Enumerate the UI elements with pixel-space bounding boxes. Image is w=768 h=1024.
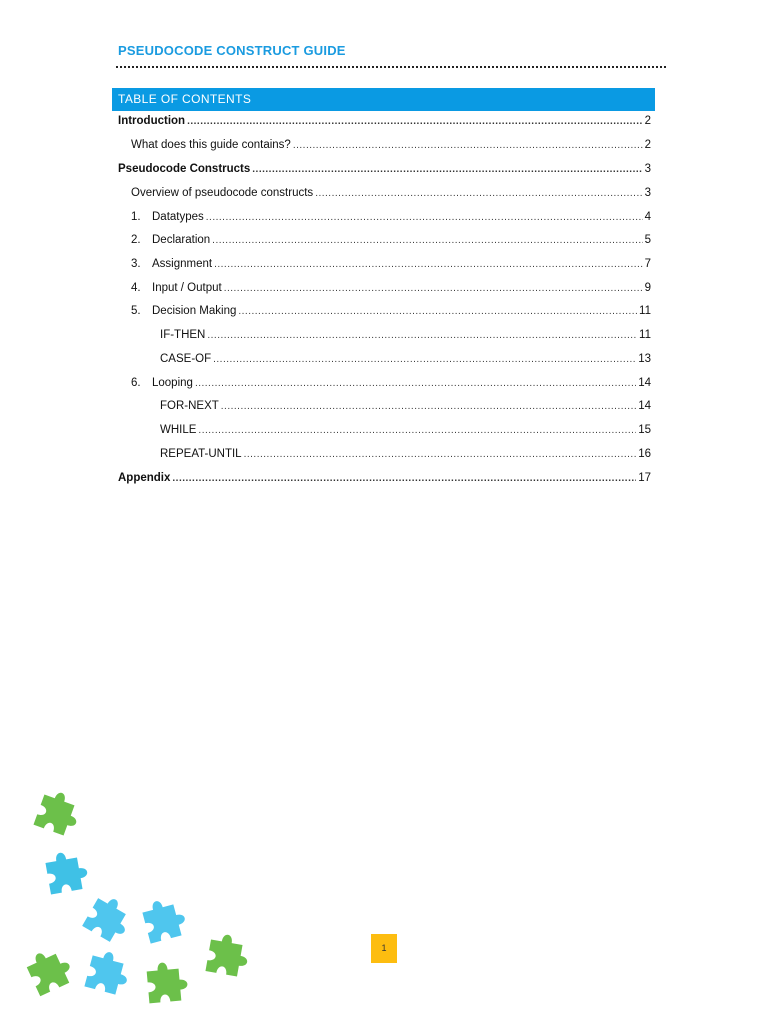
toc-entry-page: 2 (644, 139, 651, 151)
toc-entry-for-next[interactable] (160, 397, 651, 415)
toc-leader (212, 232, 642, 250)
toc-entry-number: 5. (131, 305, 141, 317)
toc-entry-page: 14 (638, 400, 651, 412)
title-divider (116, 66, 666, 68)
toc-entry-page: 9 (644, 282, 651, 294)
toc-entry-page: 13 (638, 353, 651, 365)
toc-entry-declaration[interactable] (131, 231, 651, 249)
toc-leader (221, 398, 636, 416)
toc-entry-label: What does this guide contains? (131, 139, 291, 151)
toc-entry-page: 2 (644, 115, 651, 127)
puzzle-piece-icon (33, 787, 84, 838)
toc-entry-page: 3 (644, 187, 651, 199)
toc-entry-label: IF-THEN (160, 329, 206, 341)
puzzle-piece-icon (24, 944, 76, 996)
puzzle-piece-icon (140, 895, 188, 943)
toc-entry-label: Datatypes (152, 211, 204, 223)
toc-entry-number: 3. (131, 258, 141, 270)
toc-entry-page: 11 (639, 329, 651, 341)
toc-leader (224, 280, 643, 298)
toc-leader (206, 209, 643, 227)
toc-heading: TABLE OF CONTENTS (112, 88, 655, 111)
toc-entry-repeat-until[interactable] (160, 445, 651, 463)
toc-leader (187, 113, 643, 131)
toc-entry-page: 15 (638, 424, 651, 436)
puzzle-piece-icon (82, 892, 136, 946)
puzzle-pieces-decoration (0, 770, 270, 1024)
toc-entry-label: Declaration (152, 234, 211, 246)
toc-leader (244, 446, 637, 464)
toc-leader (293, 137, 643, 155)
toc-entry-appendix[interactable] (118, 469, 651, 487)
toc-leader (172, 470, 636, 488)
page-number: 1 (371, 934, 397, 963)
toc-entry-label: Looping (152, 377, 193, 389)
toc-entry-overview[interactable] (131, 184, 651, 202)
toc-entry-page: 17 (638, 472, 651, 484)
toc-leader (315, 185, 642, 203)
toc-entry-label: WHILE (160, 424, 197, 436)
toc-entry-looping[interactable] (131, 374, 651, 392)
toc-entry-number: 6. (131, 377, 141, 389)
toc-entry-label: Pseudocode Constructs (118, 163, 251, 175)
toc-entry-page: 3 (644, 163, 651, 175)
toc-entry-introduction[interactable] (118, 112, 651, 130)
toc-entry-number: 1. (131, 211, 141, 223)
toc-entry-pseudocode-constructs[interactable] (118, 160, 651, 178)
toc-entry-label: FOR-NEXT (160, 400, 219, 412)
toc-entry-label: REPEAT-UNTIL (160, 448, 242, 460)
toc-entry-page: 4 (644, 211, 651, 223)
toc-entry-number: 4. (131, 282, 141, 294)
document-title: PSEUDOCODE CONSTRUCT GUIDE (118, 43, 346, 58)
toc-entry-what-does-this-guide-contain[interactable] (131, 136, 651, 154)
toc-entry-case-of[interactable] (160, 350, 651, 368)
toc-leader (213, 351, 636, 369)
toc-entry-label: Assignment (152, 258, 213, 270)
toc-entry-label: Appendix (118, 472, 171, 484)
puzzle-piece-icon (84, 948, 132, 996)
toc-leader (195, 375, 636, 393)
toc-entry-page: 14 (638, 377, 651, 389)
toc-entry-page: 7 (644, 258, 651, 270)
toc-entry-label: Decision Making (152, 305, 237, 317)
toc-entry-page: 16 (638, 448, 651, 460)
toc-entry-label: Introduction (118, 115, 186, 127)
toc-leader (214, 256, 643, 274)
toc-entry-label: CASE-OF (160, 353, 212, 365)
toc-leader (238, 303, 637, 321)
toc-leader (198, 422, 636, 440)
puzzle-piece-icon (146, 961, 189, 1004)
toc-entry-datatypes[interactable] (131, 208, 651, 226)
toc-entry-page: 5 (644, 234, 651, 246)
toc-entry-while[interactable] (160, 421, 651, 439)
toc-entry-input-output[interactable] (131, 279, 651, 297)
toc-entry-label: Input / Output (152, 282, 222, 294)
toc-entry-decision-making[interactable] (131, 302, 651, 320)
toc-entry-number: 2. (131, 234, 141, 246)
toc-leader (252, 161, 642, 179)
toc-entry-label: Overview of pseudocode constructs (131, 187, 314, 199)
toc-entry-page: 11 (639, 305, 651, 317)
toc-entry-assignment[interactable] (131, 255, 651, 273)
toc-leader (207, 327, 637, 345)
toc-entry-if-then[interactable] (160, 326, 651, 344)
puzzle-piece-icon (44, 849, 90, 895)
puzzle-piece-icon (205, 932, 251, 978)
